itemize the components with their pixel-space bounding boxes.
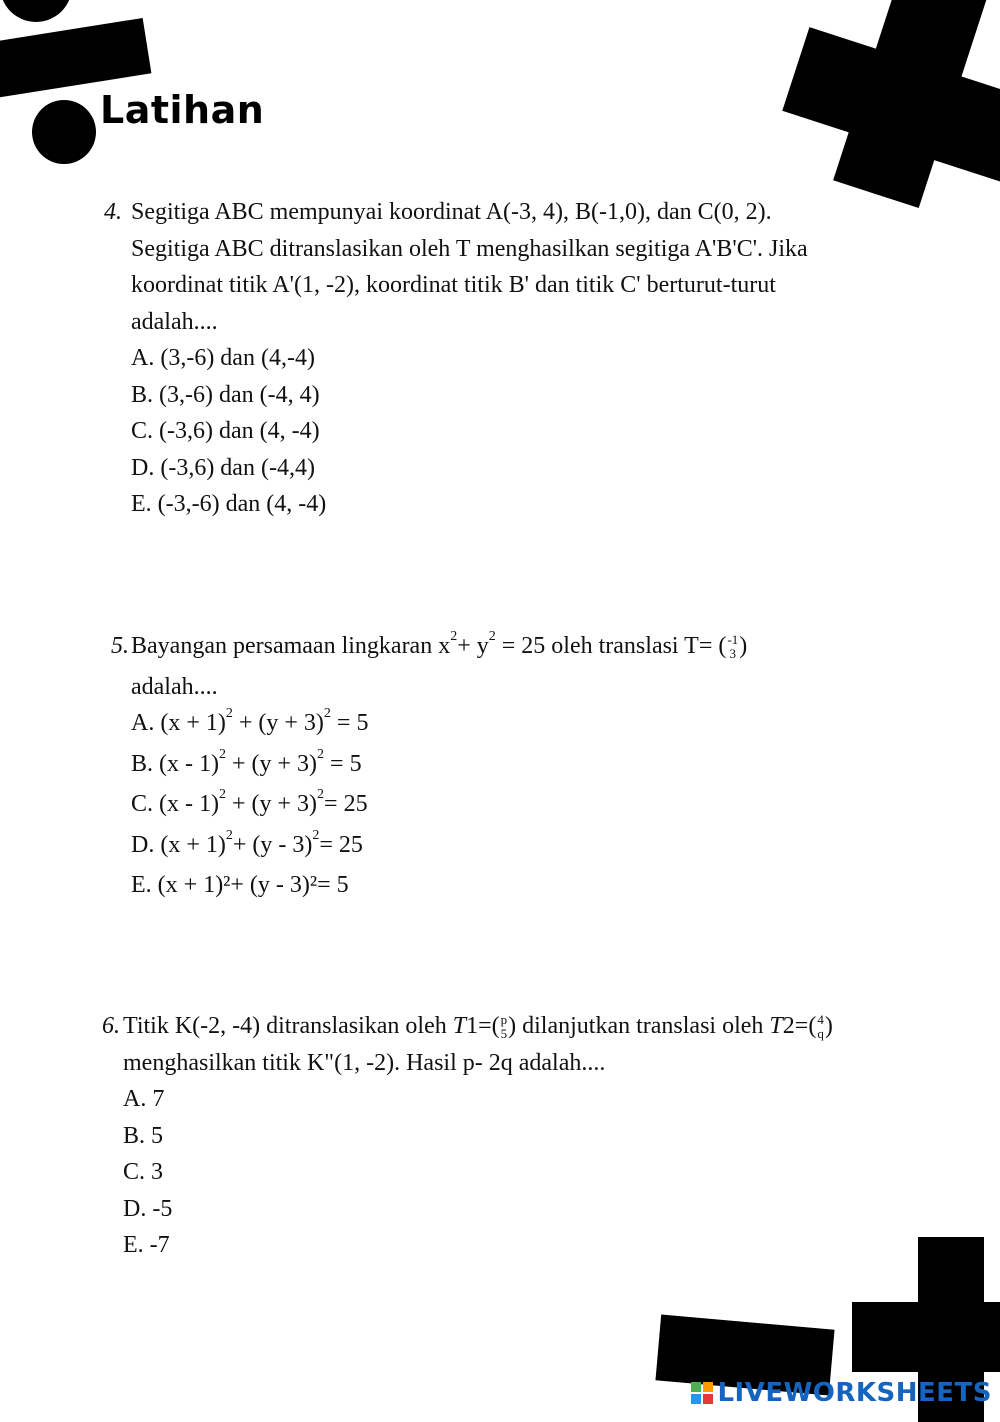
vector-top: -1 <box>727 632 739 648</box>
liveworksheets-logo <box>691 1378 992 1408</box>
exponent: 2 <box>225 827 233 843</box>
liveworksheets-icon <box>691 1382 713 1404</box>
question-text-line: adalah.... <box>131 308 218 335</box>
option-text: B. (x - 1) <box>131 750 219 777</box>
question-text: 1=( <box>466 1013 500 1039</box>
question-text: ) dilanjutkan translasi oleh <box>508 1013 770 1039</box>
translation-symbol: T <box>769 1013 783 1039</box>
translation-vector <box>727 633 738 661</box>
vector-top: 4 <box>817 1012 824 1028</box>
exponent: 2 <box>218 787 226 802</box>
option-text: + (y + 3) <box>225 791 318 817</box>
translation-symbol: T <box>452 1013 467 1039</box>
option-text: + (y + 3) <box>232 710 324 736</box>
answer-option-a[interactable]: A. (3,-6) dan (4,-4) <box>131 345 315 371</box>
answer-option-d[interactable] <box>131 827 747 868</box>
option-text: A. (x + 1) <box>131 710 226 736</box>
exponent: 2 <box>312 827 320 843</box>
option-text: = 5 <box>324 750 362 777</box>
exponent: 2 <box>317 787 325 802</box>
question-text: Bayangan persamaan lingkaran x <box>131 633 451 659</box>
decor-circle-top <box>0 0 72 22</box>
question-5 <box>111 628 748 904</box>
answer-option-b[interactable]: B. 5 <box>123 1122 164 1149</box>
question-4 <box>104 194 808 523</box>
option-text: = 5 <box>330 710 369 736</box>
question-number: 6. <box>102 1013 120 1039</box>
question-number: 4. <box>104 199 122 225</box>
question-text-line <box>123 1008 833 1045</box>
question-text: + y <box>457 633 489 659</box>
question-text-line: koordinat titik A'(1, -2), koordinat titik B' dan titik C' berturut-turut <box>131 272 776 298</box>
exponent: 2 <box>225 706 233 721</box>
vector-bottom: 5 <box>500 1026 508 1042</box>
answer-option-c[interactable] <box>131 786 747 827</box>
question-text: = 25 oleh translasi T= ( <box>495 633 727 659</box>
answer-option-e[interactable]: E. -7 <box>123 1232 170 1258</box>
question-text-line: adalah.... <box>131 673 218 700</box>
answer-option-e[interactable] <box>131 867 747 904</box>
answer-option-d[interactable]: D. (-3,6) dan (-4,4) <box>131 454 315 481</box>
option-text: = 25 <box>324 791 368 817</box>
option-text: D. (x + 1) <box>131 831 226 858</box>
decor-bar-top-left <box>0 18 151 98</box>
option-text: = 25 <box>319 831 363 858</box>
vector-bottom: 3 <box>729 646 737 662</box>
question-text-line <box>131 628 747 669</box>
answer-option-d[interactable]: D. -5 <box>123 1195 173 1222</box>
decor-circle-left <box>32 100 96 164</box>
exponent: 2 <box>488 629 496 644</box>
exponent: 2 <box>218 746 226 762</box>
option-text: + (y + 3) <box>225 750 318 777</box>
option-text: + (y - 3) <box>232 831 313 858</box>
question-text: ) <box>739 633 748 659</box>
answer-option-c[interactable]: C. 3 <box>123 1159 164 1185</box>
translation-vector-1 <box>501 1013 508 1041</box>
answer-option-b[interactable]: B. (3,-6) dan (-4, 4) <box>131 381 320 408</box>
answer-option-a[interactable] <box>131 705 747 746</box>
question-number: 5. <box>111 633 129 659</box>
question-text-line: menghasilkan titik K"(1, -2). Hasil p- 2q adalah.... <box>123 1049 606 1076</box>
vector-bottom: q <box>817 1026 824 1042</box>
question-text: ) <box>824 1013 833 1039</box>
answer-option-e[interactable]: E. (-3,-6) dan (4, -4) <box>131 491 327 517</box>
answer-option-b[interactable] <box>131 746 747 787</box>
question-text-line: Segitiga ABC ditranslasikan oleh T menghasilkan segitiga A'B'C'. Jika <box>131 235 808 262</box>
option-text: C. (x - 1) <box>131 791 219 817</box>
question-text: 2=( <box>782 1013 817 1039</box>
option-text: E. (x + 1)²+ (y - 3)²= 5 <box>131 872 349 898</box>
decor-plus-horizontal-bottom <box>852 1302 1000 1372</box>
translation-vector-2 <box>817 1013 824 1041</box>
vector-top: p <box>500 1012 508 1028</box>
exponent: 2 <box>317 746 325 762</box>
page-title: Latihan <box>100 88 265 132</box>
brand-text: LIVEWORKSHEETS <box>717 1378 992 1408</box>
question-6 <box>102 1008 833 1264</box>
question-text: Titik K(-2, -4) ditranslasikan oleh <box>123 1013 453 1039</box>
exponent: 2 <box>323 706 331 721</box>
question-text-line: Segitiga ABC mempunyai koordinat A(-3, 4), B(-1,0), dan C(0, 2). <box>131 199 772 225</box>
exponent: 2 <box>450 629 458 644</box>
answer-option-a[interactable]: A. 7 <box>123 1086 165 1112</box>
answer-option-c[interactable]: C. (-3,6) dan (4, -4) <box>131 418 320 444</box>
